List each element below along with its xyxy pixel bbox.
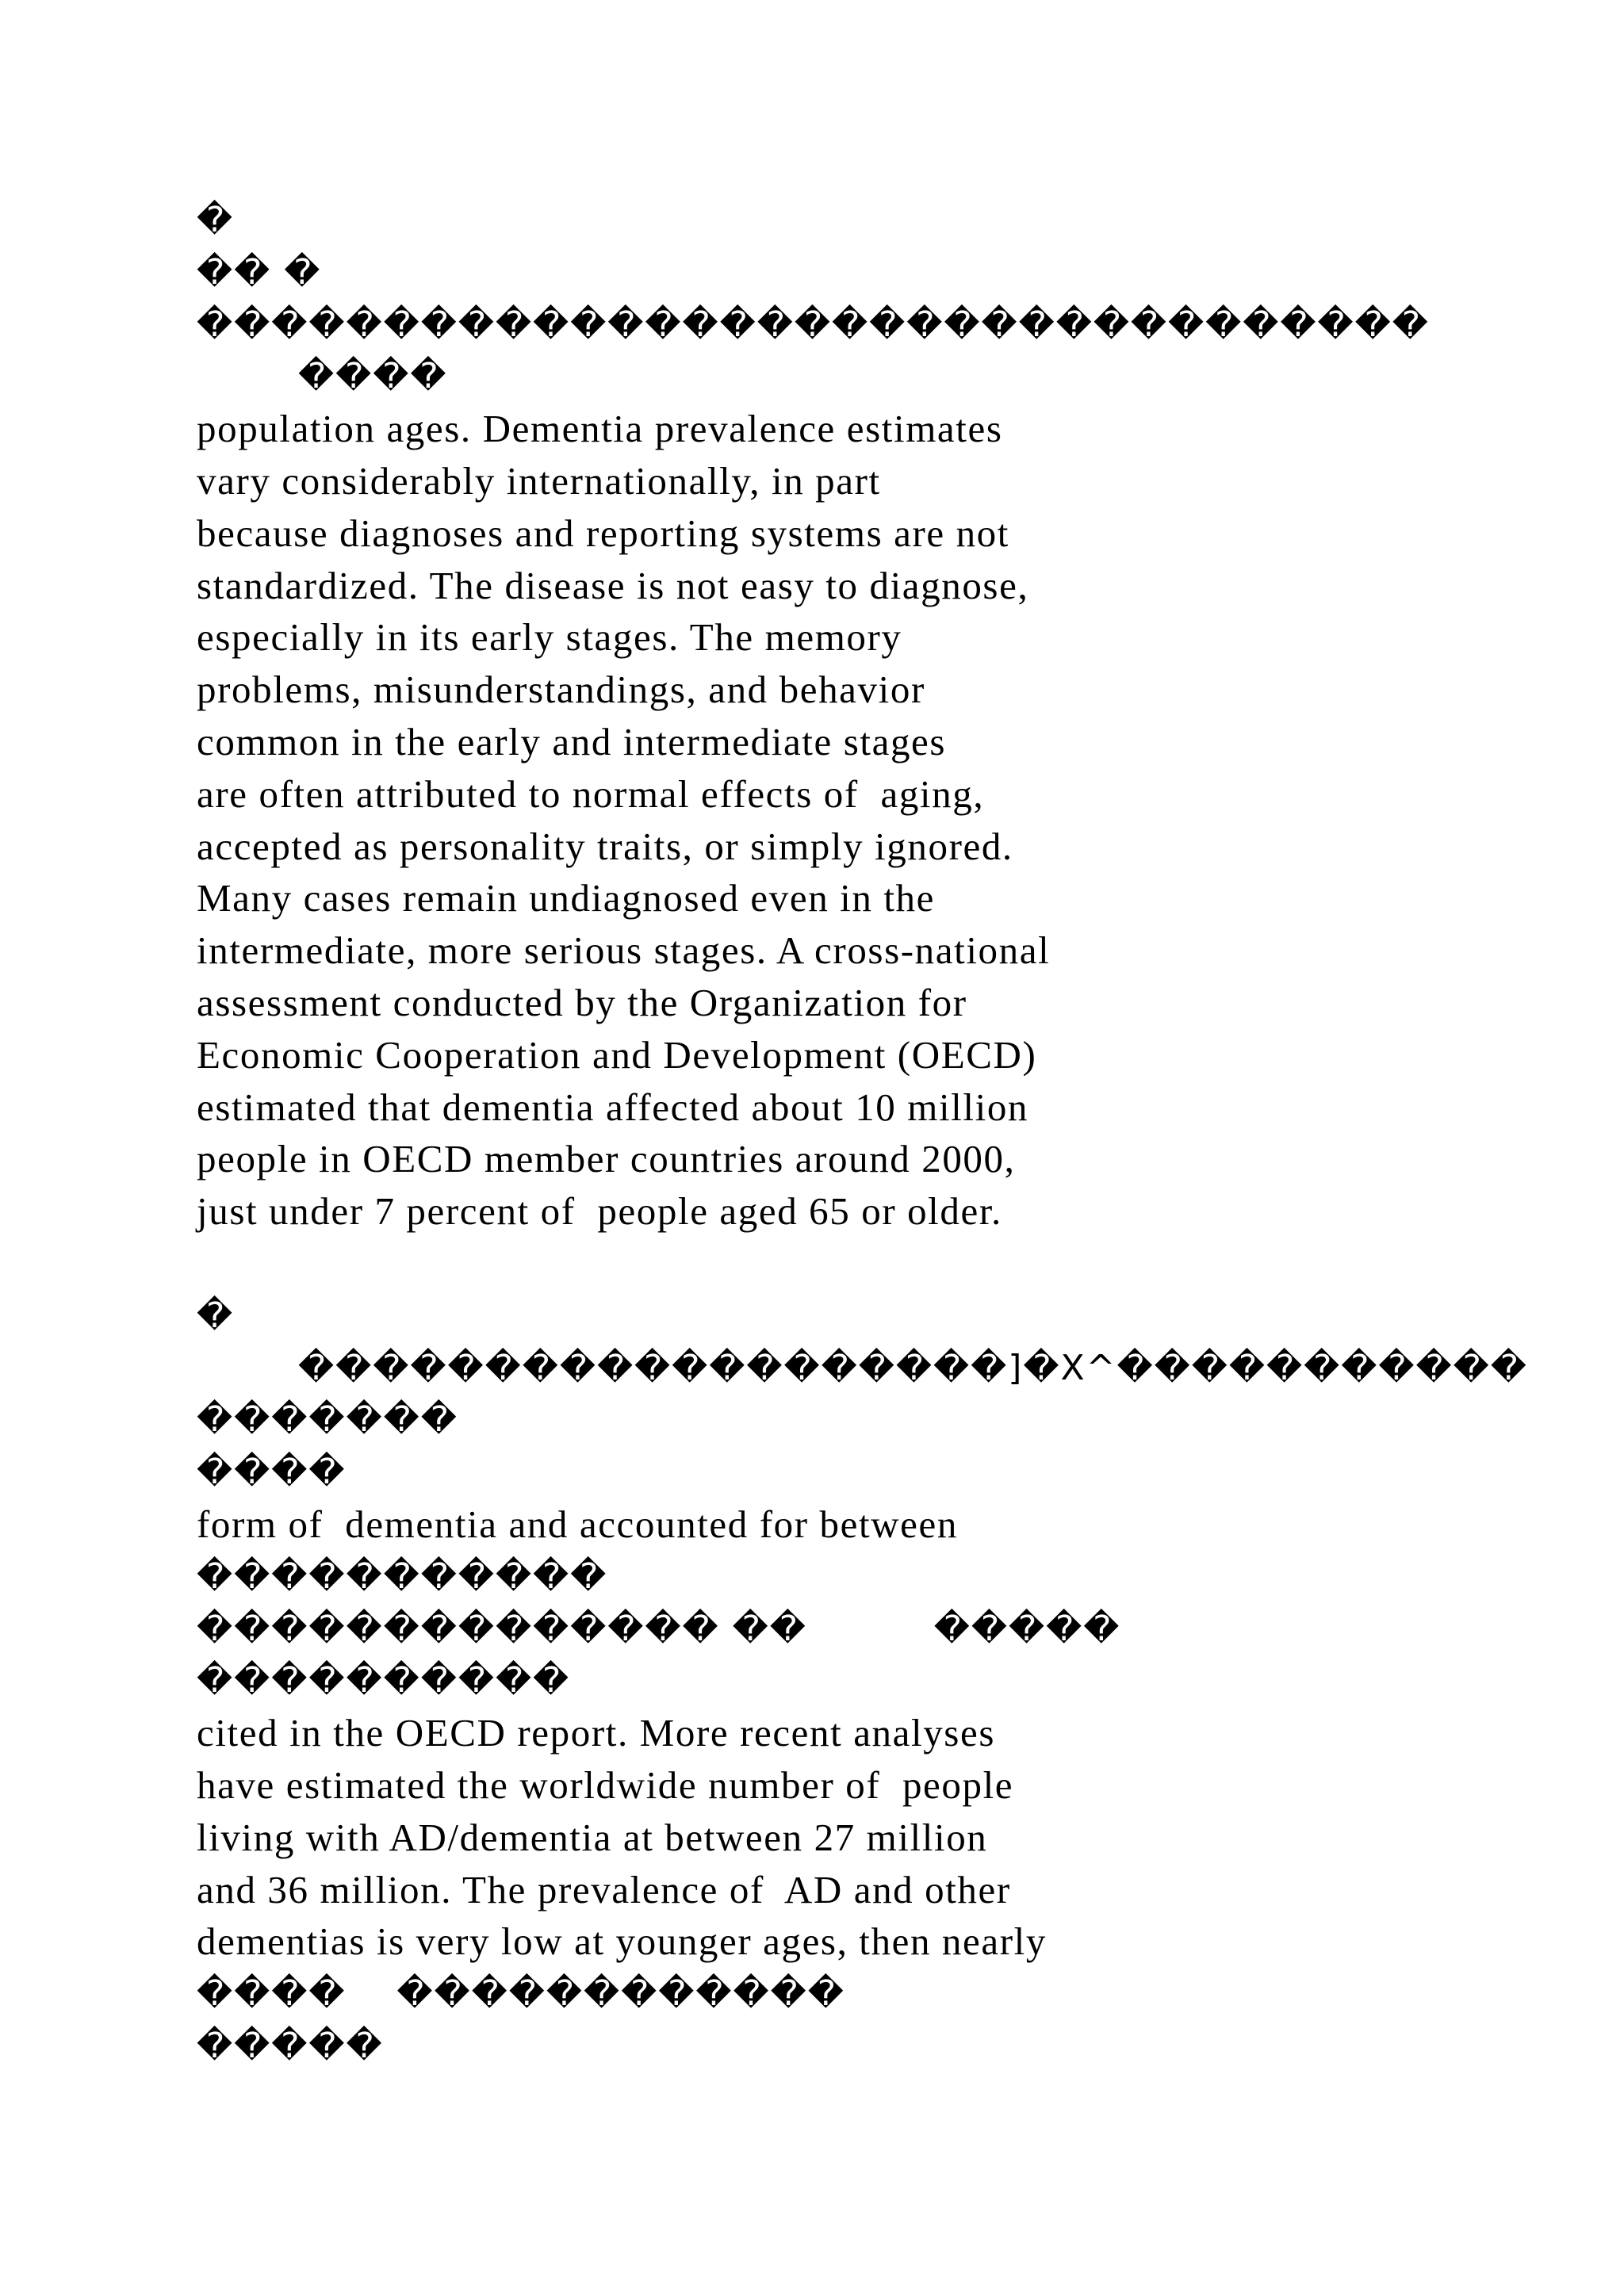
garbled-text-line: �������������������]�X^����������� <box>298 1347 1528 1388</box>
text-line: vary considerably internationally, in part <box>197 458 881 503</box>
text-line: especially in its early stages. The memory <box>197 615 902 660</box>
text-line: have estimated the worldwide number of people <box>197 1762 1014 1807</box>
garbled-text-line: ������� <box>197 1399 458 1441</box>
text-line: and 36 million. The prevalence of AD and other <box>197 1867 1011 1911</box>
garbled-text-line: �� � <box>197 251 322 293</box>
garbled-text-line: � <box>197 200 235 240</box>
text-line: assessment conducted by the Organization for <box>197 980 967 1024</box>
garbled-text-line: ����������� <box>197 1556 608 1597</box>
garbled-text-line: ��������������������������������� <box>197 304 1430 345</box>
text-line: people in OECD member countries around 2000, <box>197 1137 1016 1181</box>
text-line: standardized. The disease is not easy to diagnose, <box>197 563 1029 607</box>
text-line: living with AD/dementia at between 27 million <box>197 1815 988 1859</box>
text-line: are often attributed to normal effects of aging, <box>197 771 985 816</box>
document-text <box>197 194 1545 2072</box>
text-line: Economic Cooperation and Development (OECD) <box>197 1032 1037 1077</box>
garbled-text-line: ���� ������������ <box>197 1973 845 2015</box>
paragraph-gap <box>197 1238 1545 1290</box>
text-line: because diagnoses and reporting systems are not <box>197 511 1009 555</box>
garbled-text-line: ���������� <box>197 1660 571 1701</box>
garbled-text-line: �������������� �� ����� <box>197 1608 1121 1649</box>
text-line: intermediate, more serious stages. A cross-national <box>197 928 1051 973</box>
text-line: Many cases remain undiagnosed even in the <box>197 876 935 920</box>
garbled-text-line: ���� <box>298 356 448 397</box>
paragraph-2 <box>197 1290 1545 2072</box>
text-line: form of dementia and accounted for between <box>197 1502 958 1546</box>
text-line: accepted as personality traits, or simply ignored. <box>197 824 1013 868</box>
garbled-text-line: � <box>197 1295 235 1336</box>
paragraph-1 <box>197 194 1545 1238</box>
garbled-text-line: ����� <box>197 2025 384 2066</box>
text-line: common in the early and intermediate stages <box>197 719 947 763</box>
text-line: estimated that dementia affected about 10 million <box>197 1085 1029 1129</box>
garbled-text-line: ���� <box>197 1452 347 1493</box>
text-line: population ages. Dementia prevalence estimates <box>197 407 1003 451</box>
text-line: just under 7 percent of people aged 65 or older. <box>197 1189 1002 1234</box>
text-line: dementias is very low at younger ages, then nearly <box>197 1919 1047 1964</box>
text-line: problems, misunderstandings, and behavior <box>197 668 925 712</box>
text-line: cited in the OECD report. More recent analyses <box>197 1711 995 1755</box>
